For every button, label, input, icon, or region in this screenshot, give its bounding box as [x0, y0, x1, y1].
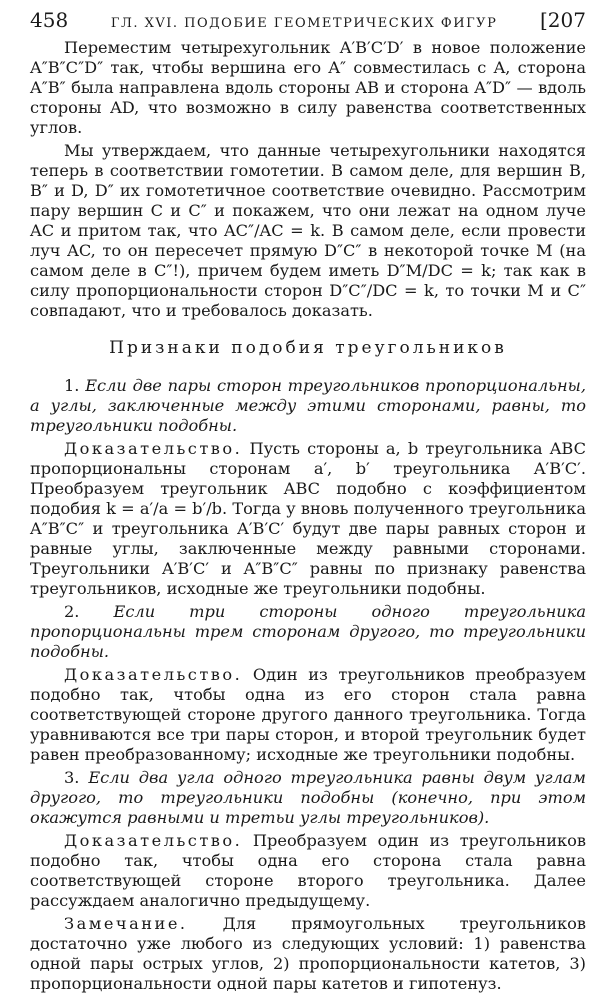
paragraph-relocation: Переместим четырехугольник A′B′C′D′ в новое положение A″B″C″D″ так, чтобы вершина его A″ совместилась с A, сторона A″B″ была направлена вдоль стороны AB и сторона A″D″ — вдоль стороны AD, что возможно в силу равенства соответственных углов.	[30, 38, 586, 137]
criterion-3-number: 3.	[64, 768, 80, 787]
proof-3-text: Преобразуем один из треугольников подобно так, чтобы одна его сторона стала равна соответствующей стороне второго треугольника. Далее рассуждаем аналогично предыдущему.	[30, 831, 587, 910]
remark	[30, 914, 586, 994]
criterion-3	[30, 768, 586, 828]
proof-1	[30, 439, 586, 599]
criterion-2	[30, 602, 586, 662]
section-number: [207	[540, 8, 586, 32]
paragraph-homothety: Мы утверждаем, что данные четырехугольники находятся теперь в соответствии гомотетии. В самом деле, для вершин B, B″ и D, D″ их гомотетичное соответствие очевидно. Рассмотрим пару вершин C и C″ и покажем, что они лежат на одном луче AC и притом так, что AC″/AC = k. В самом деле, если провести луч AC, то он пересечет прямую D″C″ в некоторой точке M (на самом деле в C″!), причем будем иметь D″M/DC = k; так как в силу пропорциональности сторон D″C″/DC = k, то точки M и C″ совпадают, что и требовалось доказать.	[30, 141, 586, 320]
proof-2	[30, 665, 586, 765]
proof-1-label: Доказательство.	[64, 439, 243, 458]
page-number: 458	[30, 8, 69, 32]
criterion-2-number: 2.	[64, 602, 80, 621]
proof-3	[30, 831, 586, 911]
remark-text: Для прямоугольных треугольников достаточно уже любого из следующих условий: 1) равенства одной пары острых углов, 2) пропорциональности катетов, 3) пропорциональности одной пары катетов и гипотенуз.	[30, 914, 586, 993]
criterion-1	[30, 376, 586, 436]
criterion-1-number: 1.	[64, 376, 80, 395]
chapter-title: ГЛ. XVI. ПОДОБИЕ ГЕОМЕТРИЧЕСКИХ ФИГУР	[110, 16, 498, 31]
criterion-3-statement: Если два угла одного треугольника равны двум углам другого, то треугольники подобны (конечно, при этом окажутся равными и третьи углы треугольников).	[30, 768, 586, 827]
criterion-1-statement: Если две пары сторон треугольников пропорциональны, а углы, заключенные между этими сторонами, равны, то треугольники подобны.	[30, 376, 586, 435]
proof-2-label: Доказательство.	[64, 665, 243, 684]
proof-2-text: Один из треугольников преобразуем подобно так, чтобы одна из его сторон стала равна соответствующей стороне другого данного треугольника. Тогда уравниваются все три пары сторон, и второй треугольник будет равен преобразованному; исходные же треугольники подобны.	[30, 665, 586, 764]
criterion-2-statement: Если три стороны одного треугольника пропорциональны трем сторонам другого, то треугольники подобны.	[30, 602, 586, 661]
running-header	[30, 8, 586, 38]
remark-label: Замечание.	[64, 914, 188, 933]
proof-3-label: Доказательство.	[64, 831, 243, 850]
section-heading: Признаки подобия треугольников	[109, 338, 507, 358]
proof-1-text: Пусть стороны a, b треугольника ABC пропорциональны сторонам a′, b′ треугольника A′B′C′. Преобразуем треугольник ABC подобно с коэффициентом подобия k = a′/a = b′/b. Тогда у вновь полученного треугольника A″B″C″ и треугольника A′B′C′ будут две пары равных сторон и равные углы, заключенные между равными сторонами. Треугольники A′B′C′ и A″B″C″ равны по признаку равенства треугольников, исходные же треугольники подобны.	[30, 439, 586, 598]
